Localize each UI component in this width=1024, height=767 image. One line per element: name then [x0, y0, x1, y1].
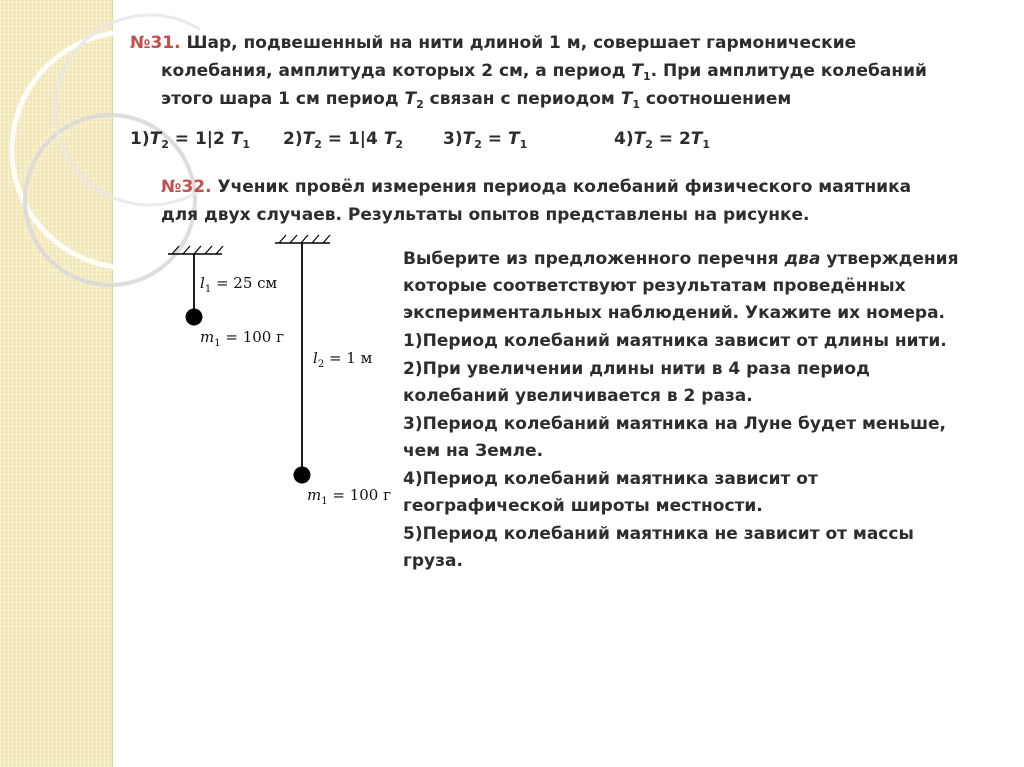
q31-text-2a: колебания, амплитуда которых 2 см, а период [161, 61, 632, 81]
answer-option-4[interactable] [614, 129, 710, 149]
pendulum-1-mass: $m_1 = 100$ г [200, 328, 284, 349]
pendulum-1 [168, 246, 284, 349]
statement-5-cont: груза. [403, 551, 463, 571]
q31-text-1: Шар, подвешенный на нити длиной 1 м, совершает гармонические [186, 33, 857, 53]
pendulum-2-length: $l_2 = 1$ м [313, 349, 373, 370]
option-rhs: T [383, 129, 396, 149]
option-mid: = 1|2 [168, 129, 231, 149]
option-mid: = 1|4 [321, 129, 384, 149]
pendulum-1-bob [186, 309, 203, 326]
option-number: 3) [443, 129, 463, 149]
prompt-emphasis: два [784, 249, 821, 269]
statement-1: 1)Период колебаний маятника зависит от длины нити. [403, 331, 947, 351]
statement-2-cont: колебаний увеличивается в 2 раза. [403, 386, 753, 406]
option-rhs-sub: 2 [395, 138, 404, 151]
option-lhs: T [633, 129, 646, 149]
pendulum-2-mass: $m_1 = 100$ г [307, 486, 391, 507]
q31-symbol-T1: T [620, 89, 633, 109]
option-lhs-sub: 2 [314, 138, 322, 151]
answer-option-1[interactable] [130, 129, 250, 149]
option-lhs-sub: 2 [161, 138, 169, 151]
q31-text-3b: связан с периодом [423, 89, 621, 109]
option-lhs: T [149, 129, 162, 149]
statement-2: 2)При увеличении длины нити в 4 раза период [403, 359, 870, 379]
statement-3: 3)Период колебаний маятника на Луне будет меньше, [403, 414, 946, 434]
q32-line2: для двух случаев. Результаты опытов представлены на рисунке. [161, 205, 810, 225]
q31-line2 [161, 61, 927, 81]
prompt-text-a: Выберите из предложенного перечня [403, 249, 785, 269]
q32-number: №32. [161, 177, 212, 197]
q31-line1 [130, 33, 856, 53]
option-lhs-sub: 2 [474, 138, 482, 151]
q31-symbol-T: T [631, 61, 643, 81]
q32-line1 [161, 177, 911, 197]
option-rhs-sub: 1 [519, 138, 528, 151]
statement-4-cont: географической широты местности. [403, 496, 763, 516]
option-lhs-sub: 2 [645, 138, 653, 151]
q31-sub2: 2 [416, 98, 424, 111]
q31-number: №31. [130, 33, 181, 53]
q32-text-1: Ученик провёл измерения периода колебаний физического маятника [217, 177, 912, 197]
option-number: 4) [614, 129, 634, 149]
statement-3-cont: чем на Земле. [403, 441, 544, 461]
pendulum-figure [150, 230, 400, 520]
option-lhs: T [302, 129, 315, 149]
q32-prompt-line3: экспериментальных наблюдений. Укажите их номера. [403, 303, 946, 323]
prompt-text-b: утверждения [820, 249, 959, 269]
option-mid: = 2 [652, 129, 691, 149]
option-rhs-sub: 1 [702, 138, 711, 151]
answer-option-2[interactable] [283, 129, 403, 149]
q32-prompt-line1 [403, 249, 958, 269]
option-number: 2) [283, 129, 303, 149]
pendulum-1-length: $l_1 = 25$ см [200, 274, 278, 295]
q31-symbol-T2: T [404, 89, 417, 109]
option-number: 1) [130, 129, 150, 149]
pendulum-2-bob [294, 467, 311, 484]
q32-prompt-line2: которые соответствуют результатам проведённых [403, 276, 906, 296]
q31-text-2b: . При амплитуде колебаний [650, 61, 927, 81]
q31-sub3: 1 [632, 98, 640, 111]
q31-text-3c: соотношением [639, 89, 792, 109]
option-rhs: T [690, 129, 703, 149]
statement-4: 4)Период колебаний маятника зависит от [403, 469, 818, 489]
option-rhs: T [507, 129, 520, 149]
q31-line3 [161, 89, 791, 109]
pendulum-2 [275, 235, 391, 507]
option-rhs-sub: 1 [242, 138, 251, 151]
option-rhs: T [230, 129, 243, 149]
option-mid: = [481, 129, 508, 149]
q31-text-3a: этого шара 1 см период [161, 89, 405, 109]
statement-5: 5)Период колебаний маятника не зависит от массы [403, 524, 914, 544]
answer-option-3[interactable] [443, 129, 527, 149]
option-lhs: T [462, 129, 475, 149]
q31-sub: 1 [642, 70, 651, 83]
